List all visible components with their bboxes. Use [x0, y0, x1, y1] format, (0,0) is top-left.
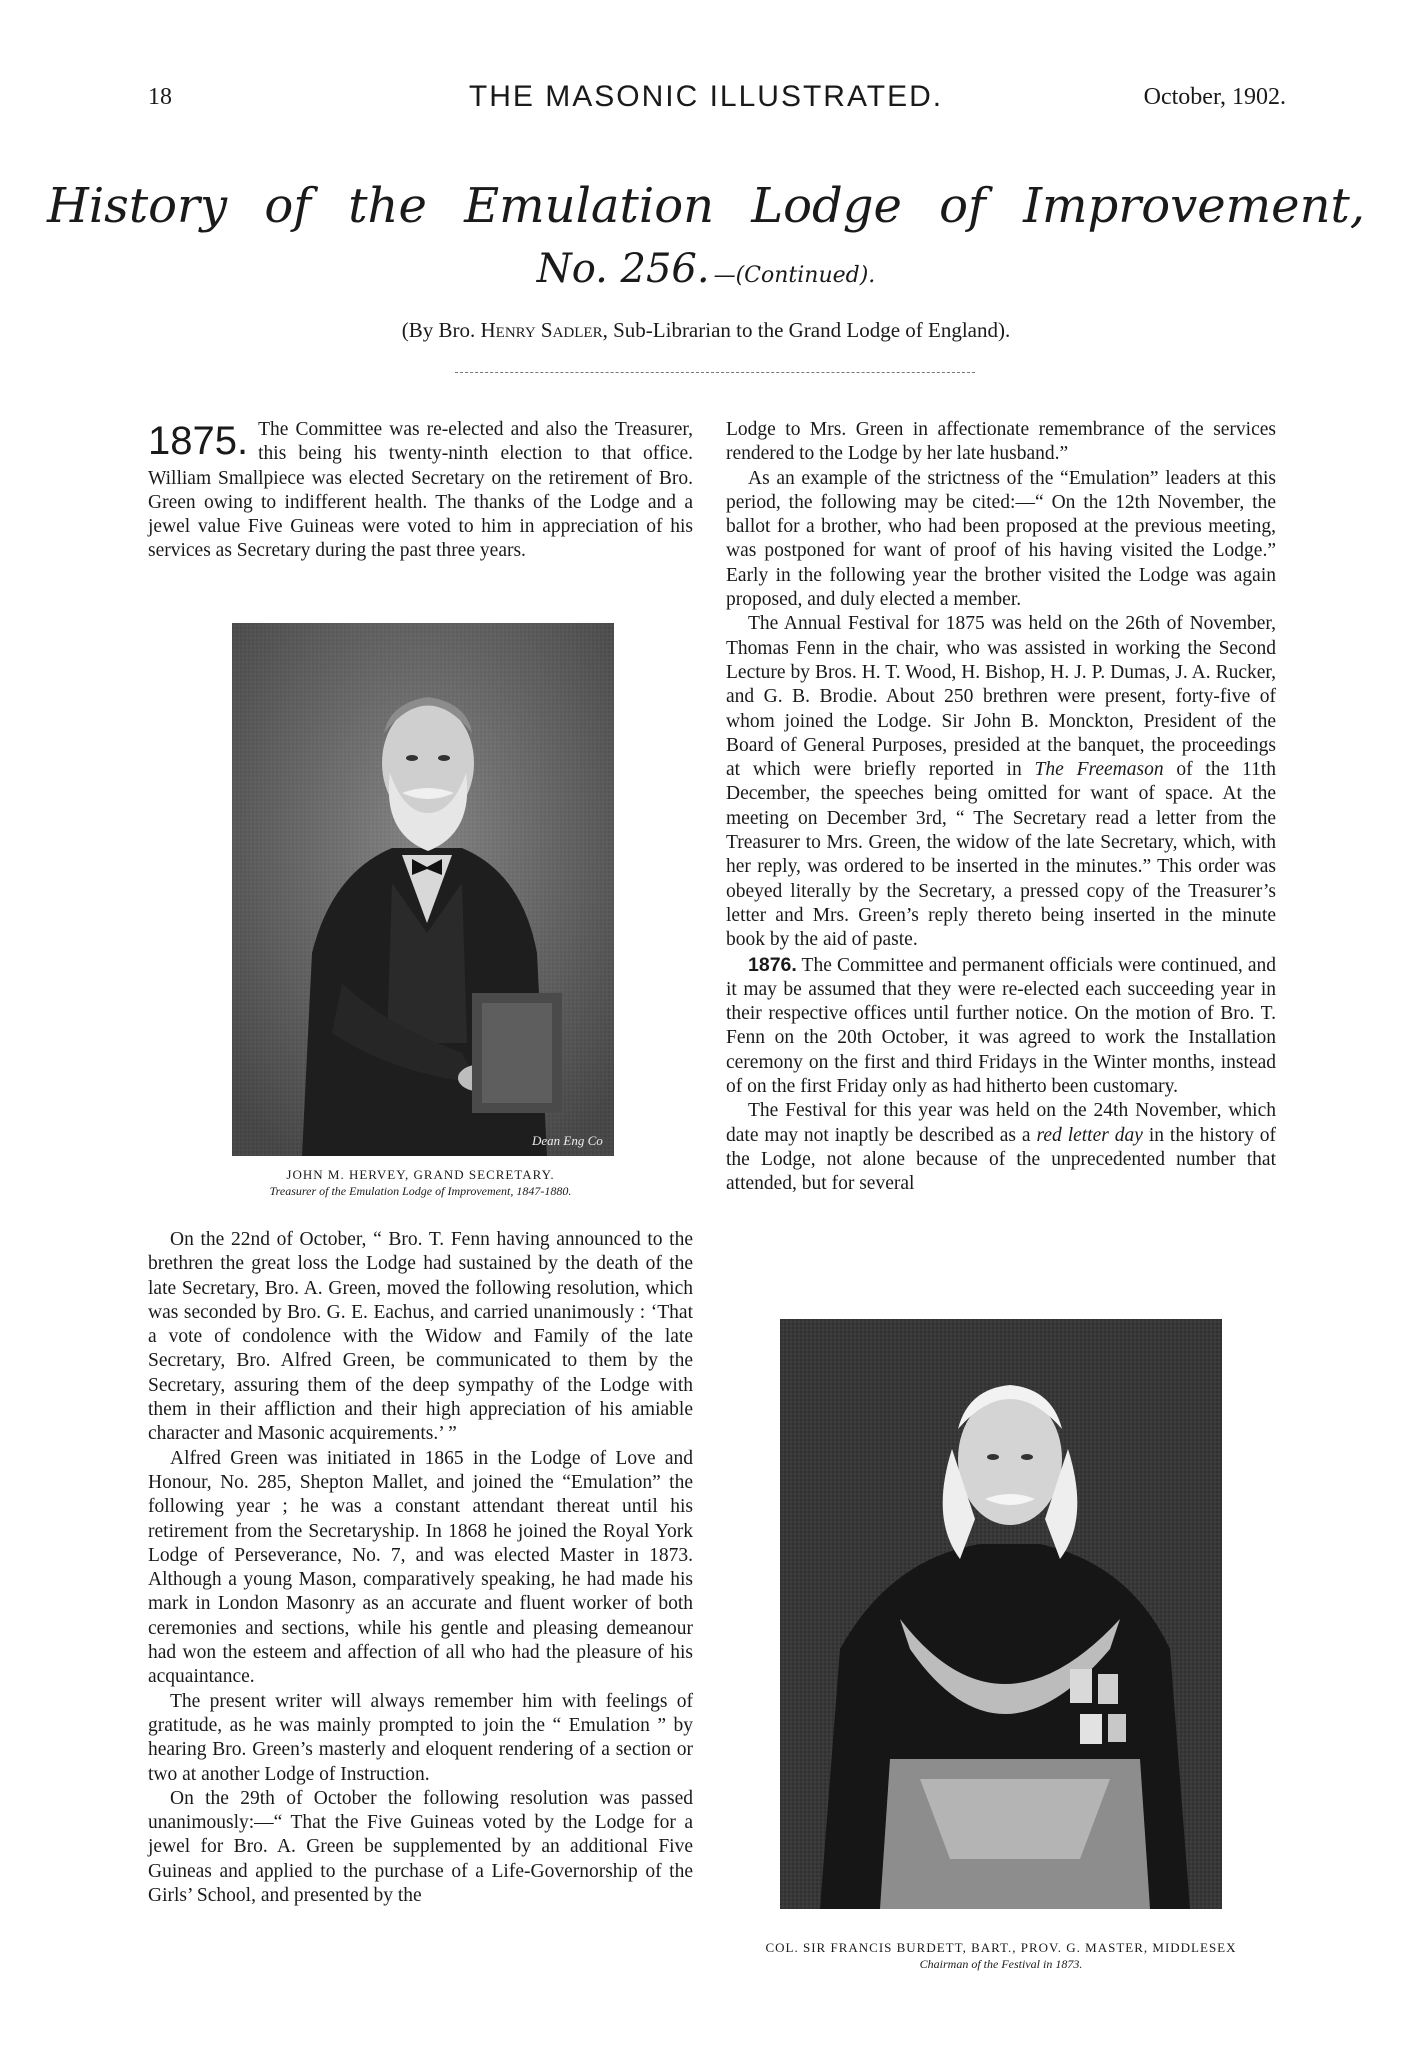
paragraph-text: The Annual Festival for 1875 was held on the 26th of November, Thomas Fenn in the chair, who was assisted in working the Second Lecture by Bros. H. T. Wood, H. Bishop, H. J. P. Dumas, J. A. Rucker, and G. B. Brodie. About 250 brethren were present, forty-five of whom joined the Lodge. Sir John B. Monckton, President of the Board of General Purposes, presided at the banquet, the proceedings at which were briefly reported in [726, 613, 1276, 781]
paragraph [726, 953, 1276, 1100]
left-column-bottom [148, 1228, 693, 1908]
paragraph: Lodge to Mrs. Green in affectionate remembrance of the services rendered to the Lodge by her late husband.” [726, 419, 1276, 465]
paragraph-text: The Committee and permanent officials were continued, and it may be assumed that they were re-elected each succeeding year in their respective offices until further notice. On the motion of Bro. T. Fenn on the 20th October, it was agreed to work the Installation ceremony on the first and third Fridays in the Winter months, instead of on the first Friday only as had hitherto been customary. [726, 954, 1276, 1098]
byline [0, 318, 1412, 343]
portrait-hervey-caption [148, 1166, 693, 1200]
continued-label: —(Continued). [713, 263, 876, 288]
year-heading-1875: 1875. [148, 419, 249, 463]
portrait-burdett-image [780, 1319, 1222, 1909]
paragraph [726, 1099, 1276, 1196]
page-number: 18 [148, 84, 172, 110]
emphasis: red letter day [1036, 1124, 1143, 1146]
right-column-top [726, 418, 1276, 1197]
article-title: History of the Emulation Lodge of Improvement, [46, 178, 1366, 234]
engraver-mark: Dean Eng Co [532, 1133, 603, 1148]
year-heading-1876: 1876. [748, 953, 797, 976]
portrait-burdett-caption [726, 1939, 1276, 1973]
paragraph: As an example of the strictness of the “Emulation” leaders at this period, the following may be cited:—“ On the 12th November, the ballot for a brother, who had been proposed at the previous meeting, was postponed for want of proof of his having visited the Lodge.” Early in the following year the brother visited the Lodge was again proposed, and duly elected a member. [726, 467, 1276, 611]
paragraph-text: The Festival for this year was held on the 24th November, which date may not inaptly be described as a [726, 1100, 1276, 1146]
paragraph: On the 29th of October the following resolution was passed unanimously:—“ That the Five Guineas voted by the Lodge for a jewel for Bro. A. Green be supplemented by an additional Five Guineas and applied to the purchase of a Life-Governorship of the Girls’ School, and presented by the [148, 1787, 693, 1907]
caption-title: JOHN M. HERVEY, GRAND SECRETARY. [286, 1167, 555, 1182]
issue-date: October, 1902. [1143, 84, 1286, 110]
paragraph: On the 22nd of October, “ Bro. T. Fenn having announced to the brethren the great loss the Lodge had sustained by the death of the late Secretary, Bro. A. Green, moved the following resolution, which was seconded by Bro. G. E. Eachus, and carried unanimously : ‘That a vote of condolence with the Widow and Family of the late Secretary, Bro. Alfred Green, be communicated to them by the Secretary, assuring them of the deep sympathy of the Lodge with them in their affliction and their high appreciation of his amiable character and Masonic acquirements.’ ” [148, 1229, 693, 1445]
paragraph [726, 612, 1276, 952]
portrait-john-hervey [232, 623, 614, 1156]
paragraph: The Committee was re-elected and also the Treasurer, this being his twenty-ninth election to that office. William Smallpiece was elected Secretary on the retirement of Bro. Green owing to indifferent health. The thanks of the Lodge and a jewel value Five Guineas were voted to him in appreciation of his services as Secretary during the past three years. [148, 419, 693, 562]
masthead: THE MASONIC ILLUSTRATED. [468, 80, 944, 113]
left-column-top [148, 418, 693, 564]
article-subtitle [0, 246, 1412, 292]
byline-author: Henry Sadler [480, 318, 603, 342]
byline-suffix: , Sub-Librarian to the Grand Lodge of England). [602, 318, 1011, 342]
lodge-number: No. 256. [536, 246, 710, 292]
paragraph-text: in the history of the Lodge, not alone because of the unprecedented number that attended, but for several [726, 1124, 1276, 1195]
caption-subtitle: Treasurer of the Emulation Lodge of Improvement, 1847-1880. [269, 1184, 572, 1198]
paragraph: Alfred Green was initiated in 1865 in the Lodge of Love and Honour, No. 285, Shepton Mallet, and joined the “Emulation” the following year ; he was a constant attendant thereat until his retirement from the Secretaryship. In 1868 he joined the Royal York Lodge of Perseverance, No. 7, and was elected Master in 1873. Although a young Mason, comparatively speaking, he had made his mark in London Masonry as an accurate and fluent worker of both ceremonies and sections, while his gentle and pleasing demeanour had won the esteem and affection of all who had the pleasure of his acquaintance. [148, 1447, 693, 1688]
publication-title: The Freemason [1034, 759, 1164, 781]
paragraph: The present writer will always remember him with feelings of gratitude, as he was mainly prompted to join the “ Emulation ” by hearing Bro. Green’s masterly and eloquent rendering of a section or two at another Lodge of Instruction. [148, 1690, 693, 1785]
caption-title: COL. SIR FRANCIS BURDETT, BART., PROV. G. MASTER, MIDDLESEX [765, 1940, 1237, 1955]
byline-prefix: (By Bro. [401, 318, 481, 342]
portrait-hervey-image [232, 623, 614, 1156]
paragraph-text: of the 11th December, the speeches being omitted for want of space. At the meeting on December 3rd, “ The Secretary read a letter from the Treasurer to Mrs. Green, the widow of the late Secretary, which, with her reply, was ordered to be inserted in the minutes.” This order was obeyed literally by the Secretary, a pressed copy of the Treasurer’s letter and Mrs. Green’s reply thereto being inserted in the minute book by the aid of paste. [726, 759, 1276, 951]
title-divider [455, 372, 975, 373]
portrait-francis-burdett [780, 1319, 1222, 1909]
caption-subtitle: Chairman of the Festival in 1873. [919, 1957, 1083, 1971]
